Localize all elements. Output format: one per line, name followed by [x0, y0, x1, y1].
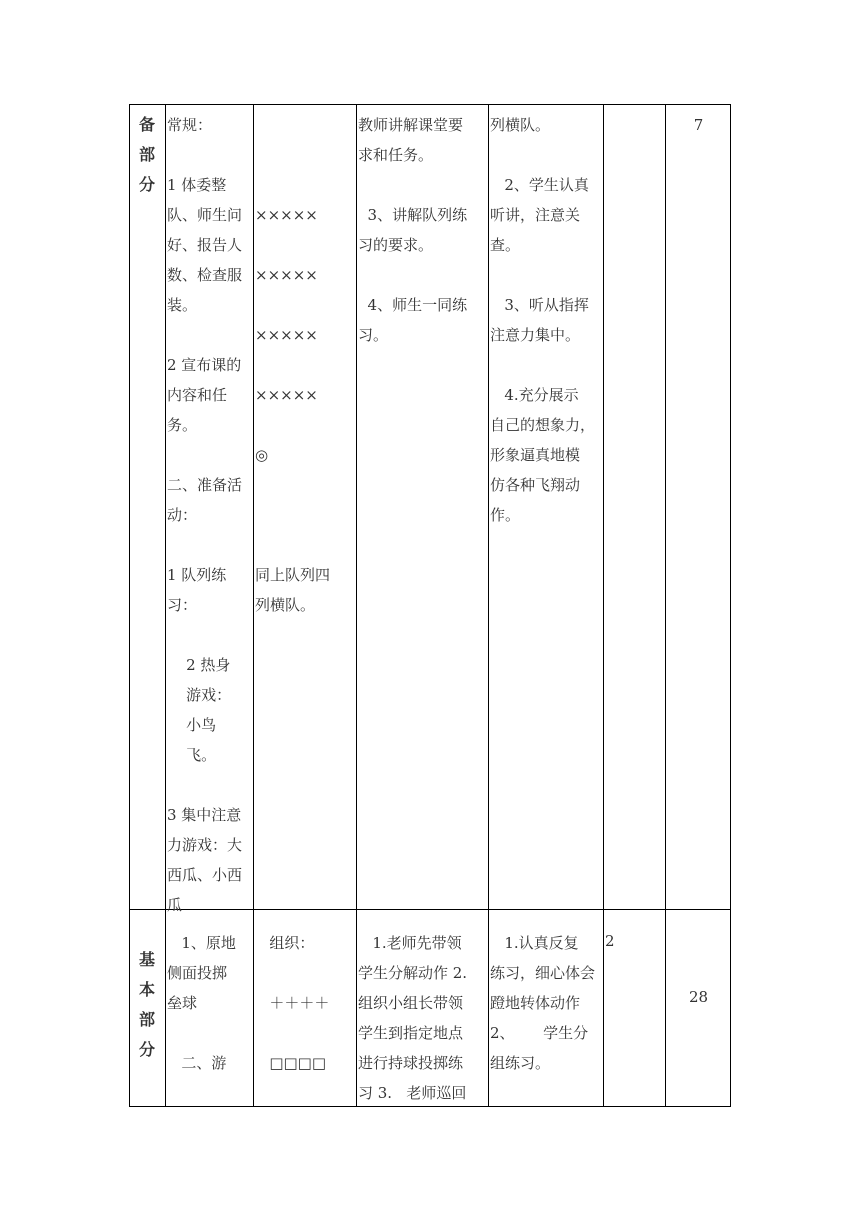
organization-cell: 组织： ＋＋＋＋ □□□□ — [269, 934, 330, 1072]
time-cell: 28 — [688, 988, 709, 1006]
table-border-top — [129, 104, 731, 105]
column-divider — [253, 104, 254, 1107]
student-activity-cell: 1.认真反复 练习，细心体会 蹬地转体动作 2、 学生分 组练习。 — [490, 934, 596, 1072]
teacher-activity-cell: 1.老师先带领 学生分解动作 2. 组织小组长带领 学生到指定地点 进行持球投掷练 习 3. 老师巡回 — [358, 934, 468, 1102]
student-activity-cell: 列横队。 2、学生认真 听讲，注意关 查。 3、听从指挥 注意力集中。 4.充分展示 自己的想象力， 形象逼真地模 仿各种飞翔动 作。 — [490, 116, 596, 524]
teacher-activity-cell: 教师讲解课堂要 求和任务。 3、讲解队列练 习的要求。 4、师生一同练 习。 — [358, 116, 468, 344]
organization-cell: ××××× ××××× ××××× ××××× ◎ 同上队列四 列横队。 — [255, 206, 331, 614]
column-divider — [356, 104, 357, 1107]
table-border-right — [730, 104, 731, 1107]
time-cell: 7 — [693, 116, 704, 134]
table-border-left — [129, 104, 130, 1107]
column-divider — [665, 104, 666, 1107]
section-label: 备 部 分 — [138, 115, 155, 194]
content-cell: 1、原地 侧面投掷 垒球 二、游 — [167, 934, 236, 1072]
content-cell: 常规： 1 体委整 队、师生问 好、报告人 数、检查服 装。 2 宣布课的 内容和任 务。 二、准备活 动： 1 队列练 习： 2 热身 游戏： 小鸟 飞。 3 集中注意 力游戏：大 西瓜、小西 瓜 — [167, 116, 243, 914]
section-label: 基 本 部 分 — [138, 950, 155, 1059]
column-divider — [165, 104, 166, 1107]
count-cell: 2 — [605, 932, 615, 950]
column-divider — [603, 104, 604, 1107]
column-divider — [488, 104, 489, 1107]
